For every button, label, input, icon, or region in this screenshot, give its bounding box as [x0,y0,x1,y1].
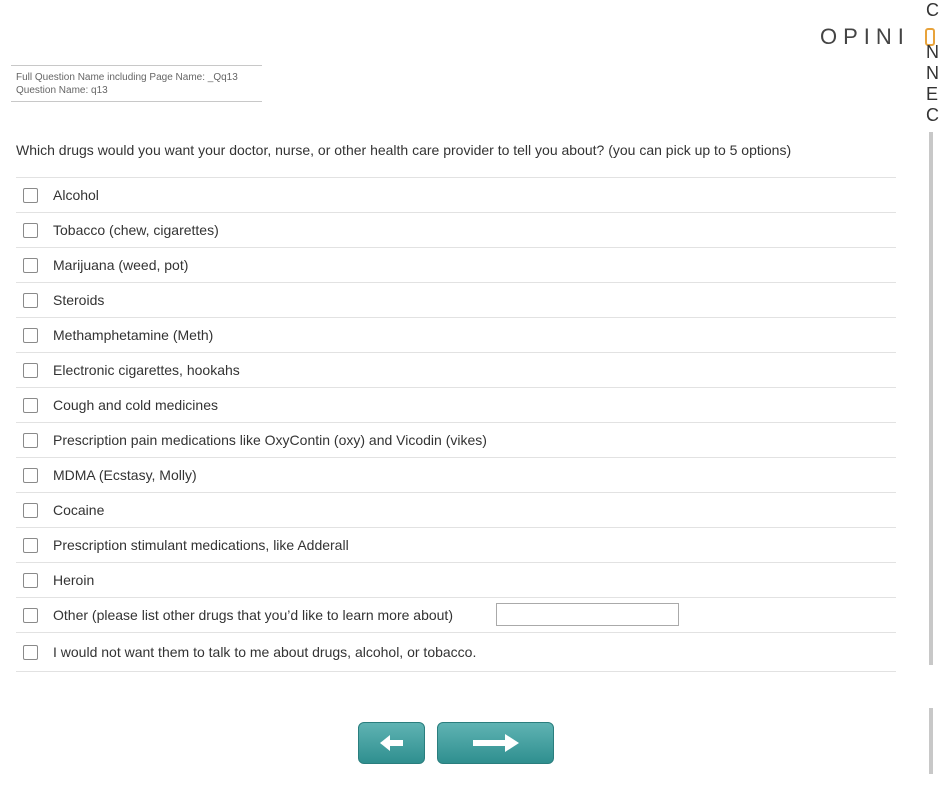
edge-char: E [926,84,939,104]
checkbox[interactable] [23,363,38,378]
option-label: Cocaine [53,502,105,518]
arrow-left-icon [378,733,406,753]
option-methamphetamine[interactable] [16,318,896,353]
option-label: MDMA (Ecstasy, Molly) [53,467,197,483]
right-scroll-bar [929,132,933,665]
option-cough-cold-medicines[interactable] [16,388,896,423]
option-label: Marijuana (weed, pot) [53,257,189,273]
question-text: Which drugs would you want your doctor, nurse, or other health care provider to tell you about? (you can pick up to 5 options) [16,142,792,158]
option-mdma[interactable] [16,458,896,493]
option-label: Alcohol [53,187,99,203]
option-label: I would not want them to talk to me about drugs, alcohol, or tobacco. [53,644,477,660]
option-prescription-stimulant[interactable] [16,528,896,563]
question-name: Question Name: q13 [16,85,108,96]
option-label: Tobacco (chew, cigarettes) [53,222,219,238]
options-list [16,177,896,672]
next-button[interactable] [437,722,554,764]
edge-char: C [926,105,939,125]
option-marijuana[interactable] [16,248,896,283]
option-heroin[interactable] [16,563,896,598]
option-label: Prescription stimulant medications, like Adderall [53,537,349,553]
option-cocaine[interactable] [16,493,896,528]
option-label: Prescription pain medications like OxyContin (oxy) and Vicodin (vikes) [53,432,487,448]
checkbox[interactable] [23,188,38,203]
option-prescription-pain[interactable] [16,423,896,458]
checkbox[interactable] [23,538,38,553]
edge-char: N [926,63,939,83]
checkbox[interactable] [23,433,38,448]
option-other[interactable] [16,598,896,633]
edge-char: N [926,42,939,62]
checkbox[interactable] [23,398,38,413]
option-alcohol[interactable] [16,178,896,213]
option-none[interactable] [16,633,896,672]
back-button[interactable] [358,722,425,764]
right-scroll-bar-lower [929,708,933,774]
checkbox[interactable] [23,573,38,588]
arrow-right-icon [471,732,521,754]
checkbox[interactable] [23,223,38,238]
checkbox[interactable] [23,645,38,660]
option-label: Other (please list other drugs that you’d like to learn more about) [53,607,453,623]
option-steroids[interactable] [16,283,896,318]
checkbox[interactable] [23,258,38,273]
edge-char [926,21,933,42]
checkbox[interactable] [23,608,38,623]
option-label: Methamphetamine (Meth) [53,327,214,343]
option-label: Heroin [53,572,95,588]
option-label: Steroids [53,292,105,308]
option-electronic-cigarettes[interactable] [16,353,896,388]
checkbox[interactable] [23,328,38,343]
full-question-name: Full Question Name including Page Name: _Qq13 [16,72,238,83]
checkbox[interactable] [23,468,38,483]
clipped-side-text [926,0,939,140]
option-tobacco[interactable] [16,213,896,248]
checkbox[interactable] [23,293,38,308]
option-label: Electronic cigarettes, hookahs [53,362,240,378]
brand-logo: OPINI [820,24,910,49]
question-meta [11,65,262,102]
option-label: Cough and cold medicines [53,397,218,413]
other-text-input[interactable] [496,603,679,626]
checkbox[interactable] [23,503,38,518]
edge-char: C [926,0,939,20]
